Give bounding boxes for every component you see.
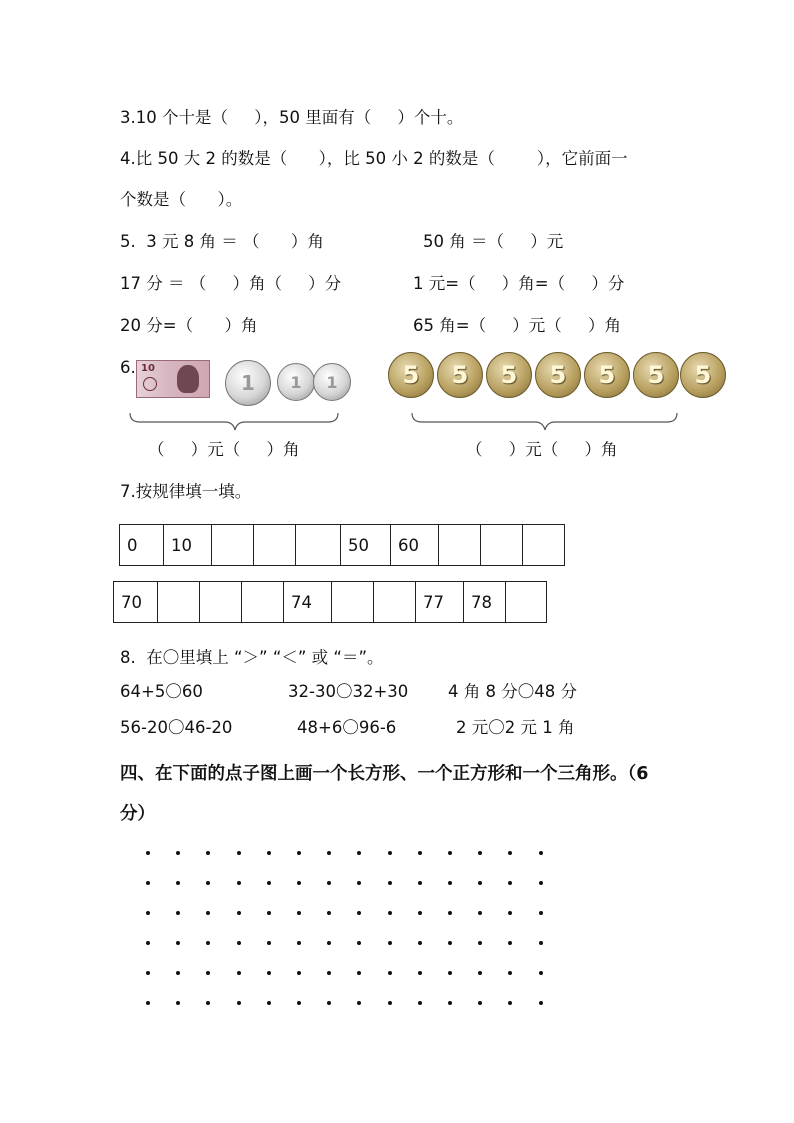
pattern-cell: 60 (390, 524, 438, 566)
section-4-heading-line1: 四、在下面的点子图上画一个长方形、一个正方形和一个三角形。（6 (120, 764, 649, 784)
grid-dot (327, 941, 331, 945)
five-jiao-coin-image: 5 (680, 352, 726, 398)
grid-dot (508, 941, 512, 945)
grid-dot (357, 941, 361, 945)
one-yuan-coin-image: 1 (225, 360, 271, 406)
grid-dot (206, 851, 210, 855)
compare-item: 56-20〇46-20 (120, 718, 233, 737)
grid-dot (146, 941, 150, 945)
grid-dot (539, 971, 543, 975)
pattern-cell (438, 524, 480, 566)
question-5e: 20 分=（ ）角 (120, 316, 258, 335)
grid-dot (237, 971, 241, 975)
bill-value: 10 (141, 363, 155, 374)
pattern-cell (211, 524, 253, 566)
question-7-title: 7.按规律填一填。 (120, 482, 252, 501)
pattern-cell (522, 524, 565, 566)
five-jiao-coin-image: 5 (437, 352, 483, 398)
question-4-line2: 个数是（ ）。 (120, 190, 243, 209)
grid-dot (539, 881, 543, 885)
pattern-cell (505, 581, 547, 623)
grid-dot (327, 911, 331, 915)
pattern-cell: 77 (415, 581, 463, 623)
grid-dot (539, 941, 543, 945)
grid-dot (146, 911, 150, 915)
grid-dot (267, 851, 271, 855)
pattern-cell (253, 524, 295, 566)
pattern-cell: 78 (463, 581, 505, 623)
grid-dot (448, 851, 452, 855)
grid-dot (206, 881, 210, 885)
pattern-cell: 70 (113, 581, 157, 623)
right-brace (412, 413, 677, 430)
pattern-cell (295, 524, 340, 566)
grid-dot (418, 971, 422, 975)
compare-item: 32-30〇32+30 (288, 682, 409, 701)
section-4-heading-line2: 分） (120, 804, 155, 824)
grid-dot (478, 911, 482, 915)
question-5c: 17 分 ＝ （ ）角（ ）分 (120, 274, 342, 293)
grid-dot (146, 1001, 150, 1005)
five-jiao-coin-image: 5 (584, 352, 630, 398)
question-6-label: 6. (120, 358, 136, 377)
grid-dot (418, 1001, 422, 1005)
grid-dot (448, 971, 452, 975)
grid-dot (327, 971, 331, 975)
pattern-row-1 (119, 524, 565, 566)
grid-dot (267, 881, 271, 885)
grid-dot (448, 1001, 452, 1005)
grid-dot (206, 941, 210, 945)
pattern-cell: 0 (119, 524, 163, 566)
five-jiao-coin-image: 5 (535, 352, 581, 398)
grid-dot (388, 881, 392, 885)
five-jiao-coin-image: 5 (388, 352, 434, 398)
grid-dot (146, 971, 150, 975)
grid-dot (267, 911, 271, 915)
grid-dot (297, 1001, 301, 1005)
grouping-braces (0, 0, 794, 440)
grid-dot (297, 911, 301, 915)
grid-dot (539, 851, 543, 855)
one-jiao-coin-image: 1 (277, 363, 315, 401)
question-8-title: 8. 在〇里填上 “＞” “＜” 或 “＝”。 (120, 648, 384, 667)
grid-dot (508, 911, 512, 915)
grid-dot (478, 881, 482, 885)
grid-dot (176, 851, 180, 855)
grid-dot (237, 911, 241, 915)
grid-dot (448, 941, 452, 945)
grid-dot (388, 911, 392, 915)
grid-dot (176, 1001, 180, 1005)
grid-dot (297, 971, 301, 975)
grid-dot (327, 881, 331, 885)
question-5f: 65 角=（ ）元（ ）角 (413, 316, 622, 335)
grid-dot (357, 911, 361, 915)
grid-dot (176, 941, 180, 945)
grid-dot (448, 911, 452, 915)
grid-dot (539, 911, 543, 915)
grid-dot (267, 1001, 271, 1005)
five-jiao-coin-image: 5 (486, 352, 532, 398)
pattern-cell (373, 581, 415, 623)
grid-dot (388, 971, 392, 975)
grid-dot (327, 1001, 331, 1005)
grid-dot (508, 1001, 512, 1005)
grid-dot (206, 911, 210, 915)
question-6-right-answer: （ ）元（ ）角 (466, 440, 618, 459)
pattern-cell (241, 581, 283, 623)
question-4-line1: 4.比 50 大 2 的数是（ ），比 50 小 2 的数是（ ），它前面一 (120, 149, 628, 168)
compare-item: 64+5〇60 (120, 682, 203, 701)
grid-dot (237, 941, 241, 945)
question-5d: 1 元=（ ）角=（ ）分 (413, 274, 625, 293)
pattern-cell (157, 581, 199, 623)
grid-dot (357, 851, 361, 855)
grid-dot (297, 851, 301, 855)
question-3: 3.10 个十是（ ），50 里面有（ ）个十。 (120, 108, 464, 127)
grid-dot (176, 881, 180, 885)
one-jiao-coin-image: 1 (313, 363, 351, 401)
grid-dot (267, 941, 271, 945)
grid-dot (297, 941, 301, 945)
grid-dot (176, 971, 180, 975)
compare-item: 48+6〇96-6 (297, 718, 397, 737)
grid-dot (388, 941, 392, 945)
grid-dot (357, 971, 361, 975)
grid-dot (146, 851, 150, 855)
grid-dot (448, 881, 452, 885)
grid-dot (357, 1001, 361, 1005)
question-5b: 50 角 ＝（ ）元 (423, 232, 564, 251)
grid-dot (418, 851, 422, 855)
compare-item: 4 角 8 分〇48 分 (448, 682, 577, 701)
grid-dot (418, 941, 422, 945)
grid-dot (146, 881, 150, 885)
grid-dot (388, 1001, 392, 1005)
pattern-row-2 (113, 581, 547, 623)
pattern-cell (480, 524, 522, 566)
grid-dot (357, 881, 361, 885)
grid-dot (508, 881, 512, 885)
pattern-cell: 74 (283, 581, 331, 623)
grid-dot (237, 851, 241, 855)
grid-dot (267, 971, 271, 975)
grid-dot (478, 971, 482, 975)
question-6-left-answer: （ ）元（ ）角 (148, 440, 300, 459)
grid-dot (297, 881, 301, 885)
pattern-cell: 50 (340, 524, 390, 566)
grid-dot (508, 971, 512, 975)
grid-dot (206, 1001, 210, 1005)
grid-dot (539, 1001, 543, 1005)
grid-dot (388, 851, 392, 855)
grid-dot (206, 971, 210, 975)
grid-dot (176, 911, 180, 915)
grid-dot (418, 881, 422, 885)
grid-dot (327, 851, 331, 855)
left-brace (130, 413, 338, 430)
pattern-cell (331, 581, 373, 623)
grid-dot (478, 851, 482, 855)
pattern-cell: 10 (163, 524, 211, 566)
grid-dot (508, 851, 512, 855)
pattern-cell (199, 581, 241, 623)
grid-dot (478, 941, 482, 945)
grid-dot (237, 881, 241, 885)
question-5a: 5. 3 元 8 角 ＝ （ ）角 (120, 232, 324, 251)
grid-dot (418, 911, 422, 915)
grid-dot (478, 1001, 482, 1005)
grid-dot (237, 1001, 241, 1005)
five-jiao-coin-image: 5 (633, 352, 679, 398)
compare-item: 2 元〇2 元 1 角 (456, 718, 575, 737)
